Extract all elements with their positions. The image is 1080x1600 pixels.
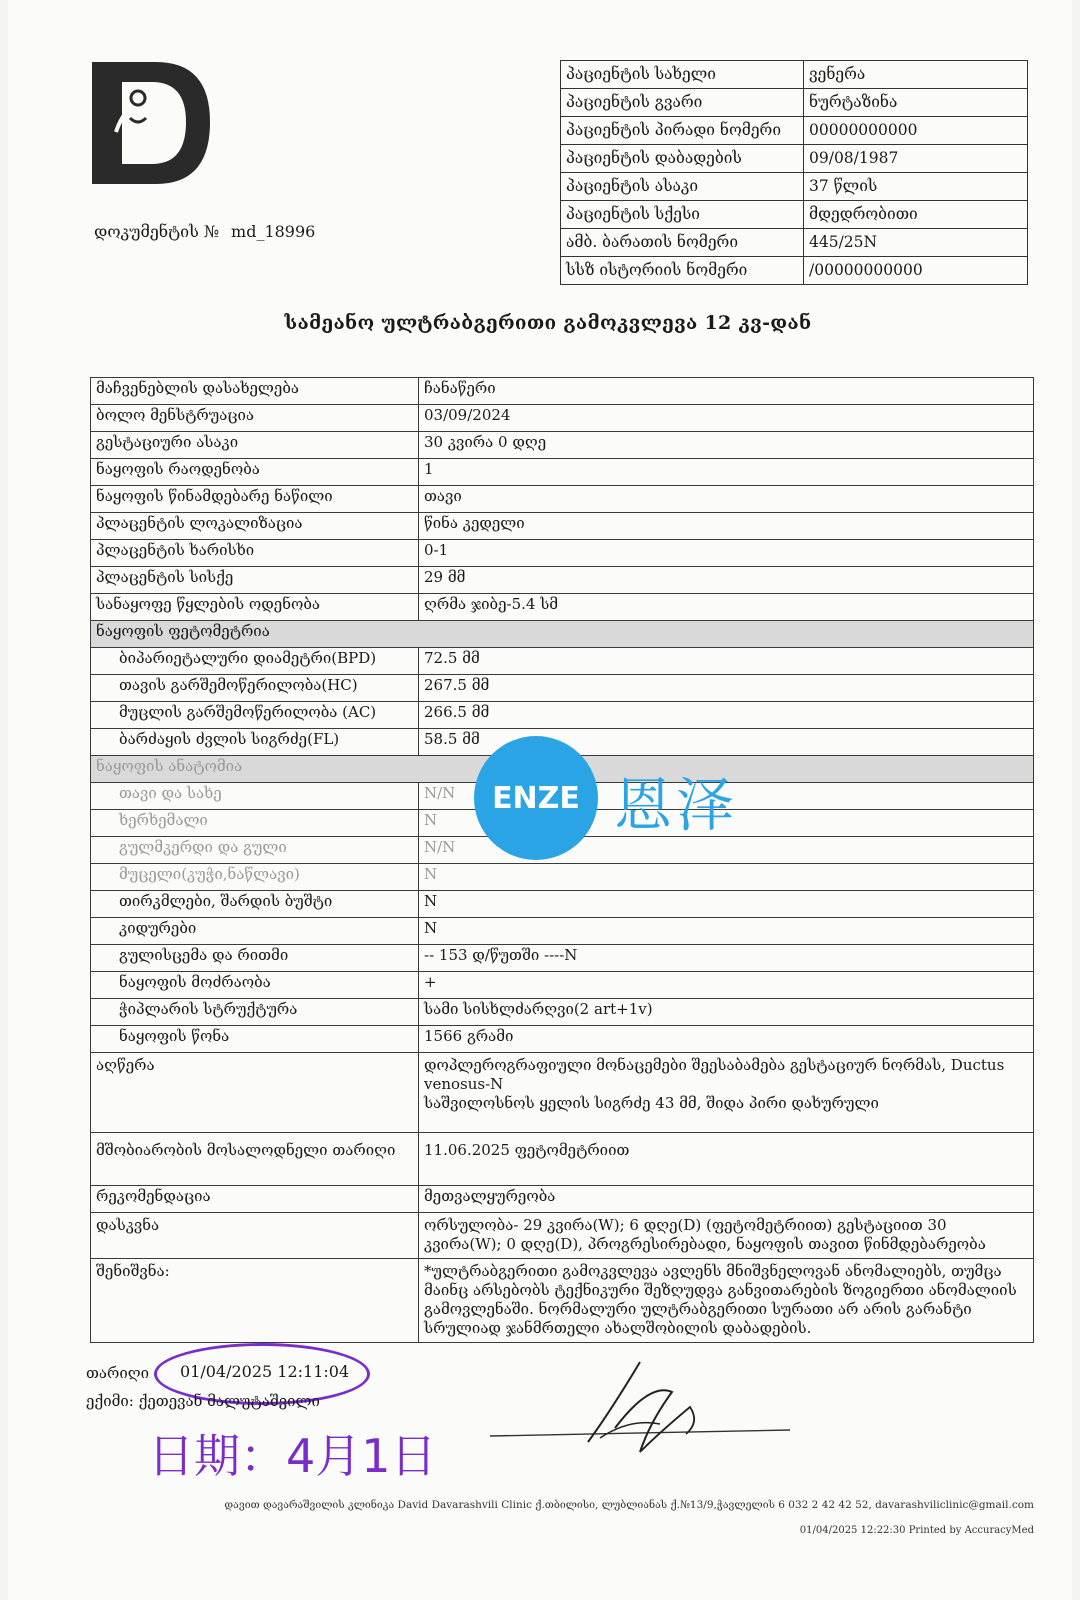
row-label: დასკვნა [91,1213,419,1259]
row-value [419,1053,1034,1133]
column-header: მაჩვენებლის დასახელება [91,378,419,405]
table-row [91,999,1034,1026]
row-label: გესტაციური ასაკი [91,432,419,459]
patient-field-label: პაციენტის პირადი ნომერი [561,117,804,145]
signature-icon [490,1352,810,1462]
due-date-row [91,1133,1034,1186]
row-value: ღრმა ჯიბე-5.4 სმ [419,594,1034,621]
table-row [91,486,1034,513]
patient-field-value: 00000000000 [804,117,1028,145]
conclusion-row [91,1213,1034,1259]
table-row [91,567,1034,594]
description-line: საშვილოსნოს ყელის სიგრძე 43 მმ, შიდა პირი დახურული [424,1094,879,1112]
ultrasound-results-table [90,377,1034,1343]
row-value: თავი [419,486,1034,513]
row-value: -- 153 დ/წუთში ----N [419,945,1034,972]
table-row [91,1026,1034,1053]
table-row [91,648,1034,675]
row-label: მუცლის გარშემოწერილობა (AC) [91,702,419,729]
patient-field-label: პაციენტის ასაკი [561,173,804,201]
row-value: ორსულობა- 29 კვირა(W); 6 დღე(D) (ფეტომეტრიით) გესტაციით 30 კვირა(W); 0 დღე(D), პროგრესირებადი, ნაყოფის თავით წინმდებარეობა [419,1213,1034,1259]
row-label: თირკმლები, შარდის ბუშტი [91,891,419,918]
row-value: N [419,810,1034,837]
row-value: 72.5 მმ [419,648,1034,675]
table-row [561,201,1028,229]
row-value: 267.5 მმ [419,675,1034,702]
row-label: ნაყოფის წინამდებარე ნაწილი [91,486,419,513]
row-label: გულმკერდი და გული [91,837,419,864]
table-row [91,945,1034,972]
row-value: 0-1 [419,540,1034,567]
column-header: ჩანაწერი [419,378,1034,405]
table-row [561,229,1028,257]
table-row [91,918,1034,945]
row-value: 58.5 მმ [419,729,1034,756]
row-value: N/N [419,837,1034,864]
row-label: თავის გარშემოწერილობა(HC) [91,675,419,702]
row-label: აღწერა [91,1053,419,1133]
row-label: ხერხემალი [91,810,419,837]
table-row [91,702,1034,729]
table-row [91,864,1034,891]
row-label: სანაყოფე წყლების ოდენობა [91,594,419,621]
row-label: პლაცენტის სისქე [91,567,419,594]
patient-field-label: პაციენტის სქესი [561,201,804,229]
table-header-row [91,378,1034,405]
watermark-logo-icon [474,736,598,860]
row-label: პლაცენტის ლოკალიზაცია [91,513,419,540]
row-label: ჭიპლარის სტრუქტურა [91,999,419,1026]
table-row [91,972,1034,999]
row-value: 30 კვირა 0 დღე [419,432,1034,459]
table-row [91,594,1034,621]
row-label: ნაყოფის წონა [91,1026,419,1053]
row-label: შენიშვნა: [91,1259,419,1343]
row-value: N/N [419,783,1034,810]
table-row [91,405,1034,432]
row-label: თავი და სახე [91,783,419,810]
row-label: მშობიარობის მოსალოდნელი თარიღი [91,1133,419,1186]
table-row [561,257,1028,285]
page-title: სამეანო ულტრაბგერითი გამოკვლევა 12 კვ-დან [284,312,812,334]
row-value: 1566 გრამი [419,1026,1034,1053]
table-row [91,432,1034,459]
note-row [91,1259,1034,1343]
patient-field-label: პაციენტის გვარი [561,89,804,117]
date-value: 01/04/2025 12:11:04 [180,1362,350,1381]
document-page [8,0,1072,1600]
watermark-logo-text: ENZE [492,780,580,816]
watermark-chinese-text: 恩泽 [614,771,739,839]
row-label: ნაყოფის რაოდენობა [91,459,419,486]
patient-field-value: მდედრობითი [804,201,1028,229]
row-label: ბოლო მენსტრუაცია [91,405,419,432]
row-value: N [419,918,1034,945]
patient-field-value: /00000000000 [804,257,1028,285]
patient-field-label: სსზ ისტორიის ნომერი [561,257,804,285]
document-number-value: md_18996 [231,222,316,241]
patient-field-value: ნურტაზინა [804,89,1028,117]
table-row [91,540,1034,567]
table-row [91,513,1034,540]
table-row [561,89,1028,117]
patient-info-table [560,60,1028,285]
row-label: ბიპარიეტალური დიამეტრი(BPD) [91,648,419,675]
table-row [91,675,1034,702]
clinic-footer: დავით დავარაშვილის კლინიკა David Davarashvili Clinic ქ.თბილისი, ლუბლიანას ქ.№13/9,ჭავლელის 6 032 2 42 42 52, davarashviliclinic@gmail.com [224,1499,1034,1511]
row-label: მუცელი(კუჭი,ნაწლავი) [91,864,419,891]
document-number-label: დოკუმენტის № [94,222,220,241]
document-number [94,222,315,241]
row-value: 1 [419,459,1034,486]
table-row [91,459,1034,486]
table-row [561,117,1028,145]
patient-field-label: პაციენტის სახელი [561,61,804,89]
row-label: გულისცემა და რითმი [91,945,419,972]
row-label: პლაცენტის ხარისხი [91,540,419,567]
row-value: N [419,864,1034,891]
patient-field-value: 445/25N [804,229,1028,257]
section-row-fetometry [91,621,1034,648]
section-title: ნაყოფის ანატომია [91,756,1034,783]
row-label: ბარძაყის ძვლის სიგრძე(FL) [91,729,419,756]
clinic-logo-icon [86,52,214,192]
row-label: კიდურები [91,918,419,945]
row-value: N [419,891,1034,918]
patient-field-label: პაციენტის დაბადების [561,145,804,173]
patient-field-value: 37 წლის [804,173,1028,201]
row-value: *ულტრაბგერითი გამოკვლევა ავლენს მნიშვნელოვან ანომალიებს, თუმცა მაინც არსებობს ტექნიკური შეზღუდვა განვითარების ზოგიერთი ანომალიის გამოვლენაში. ნორმალური ულტრაბგერითი სურათი არ არის გარანტი სრულიად ჯანმრთელი ახალშობილის დაბადების. [419,1259,1034,1343]
patient-field-value: ვენერა [804,61,1028,89]
table-row [561,173,1028,201]
row-value: სამი სისხლძარღვი(2 art+1v) [419,999,1034,1026]
row-value: წინა კედელი [419,513,1034,540]
row-value: + [419,972,1034,999]
row-value: 03/09/2024 [419,405,1034,432]
date-label: თარიღი [86,1364,150,1382]
row-value: მეთვალყურეობა [419,1186,1034,1213]
row-label: ნაყოფის მოძრაობა [91,972,419,999]
section-title: ნაყოფის ფეტომეტრია [91,621,1034,648]
patient-field-label: ამბ. ბარათის ნომერი [561,229,804,257]
patient-field-value: 09/08/1987 [804,145,1028,173]
table-row [561,145,1028,173]
row-label: რეკომენდაცია [91,1186,419,1213]
description-row [91,1053,1034,1133]
description-line: დოპლეროგრაფიული მონაცემები შეესაბამება გესტაციურ ნორმას, Ductus venosus-N [424,1056,1005,1093]
row-value: 11.06.2025 ფეტომეტრიით [419,1133,1034,1186]
printed-timestamp: 01/04/2025 12:22:30 Printed by AccuracyMed [799,1525,1034,1536]
table-row [561,61,1028,89]
doctor-name: ექიმი: ქეთევან მალუტაშვილი [86,1392,320,1410]
recommendation-row [91,1186,1034,1213]
row-value: 29 მმ [419,567,1034,594]
handwritten-date-annotation: 日期：4月1日 [148,1429,437,1483]
table-row [91,891,1034,918]
row-value: 266.5 მმ [419,702,1034,729]
